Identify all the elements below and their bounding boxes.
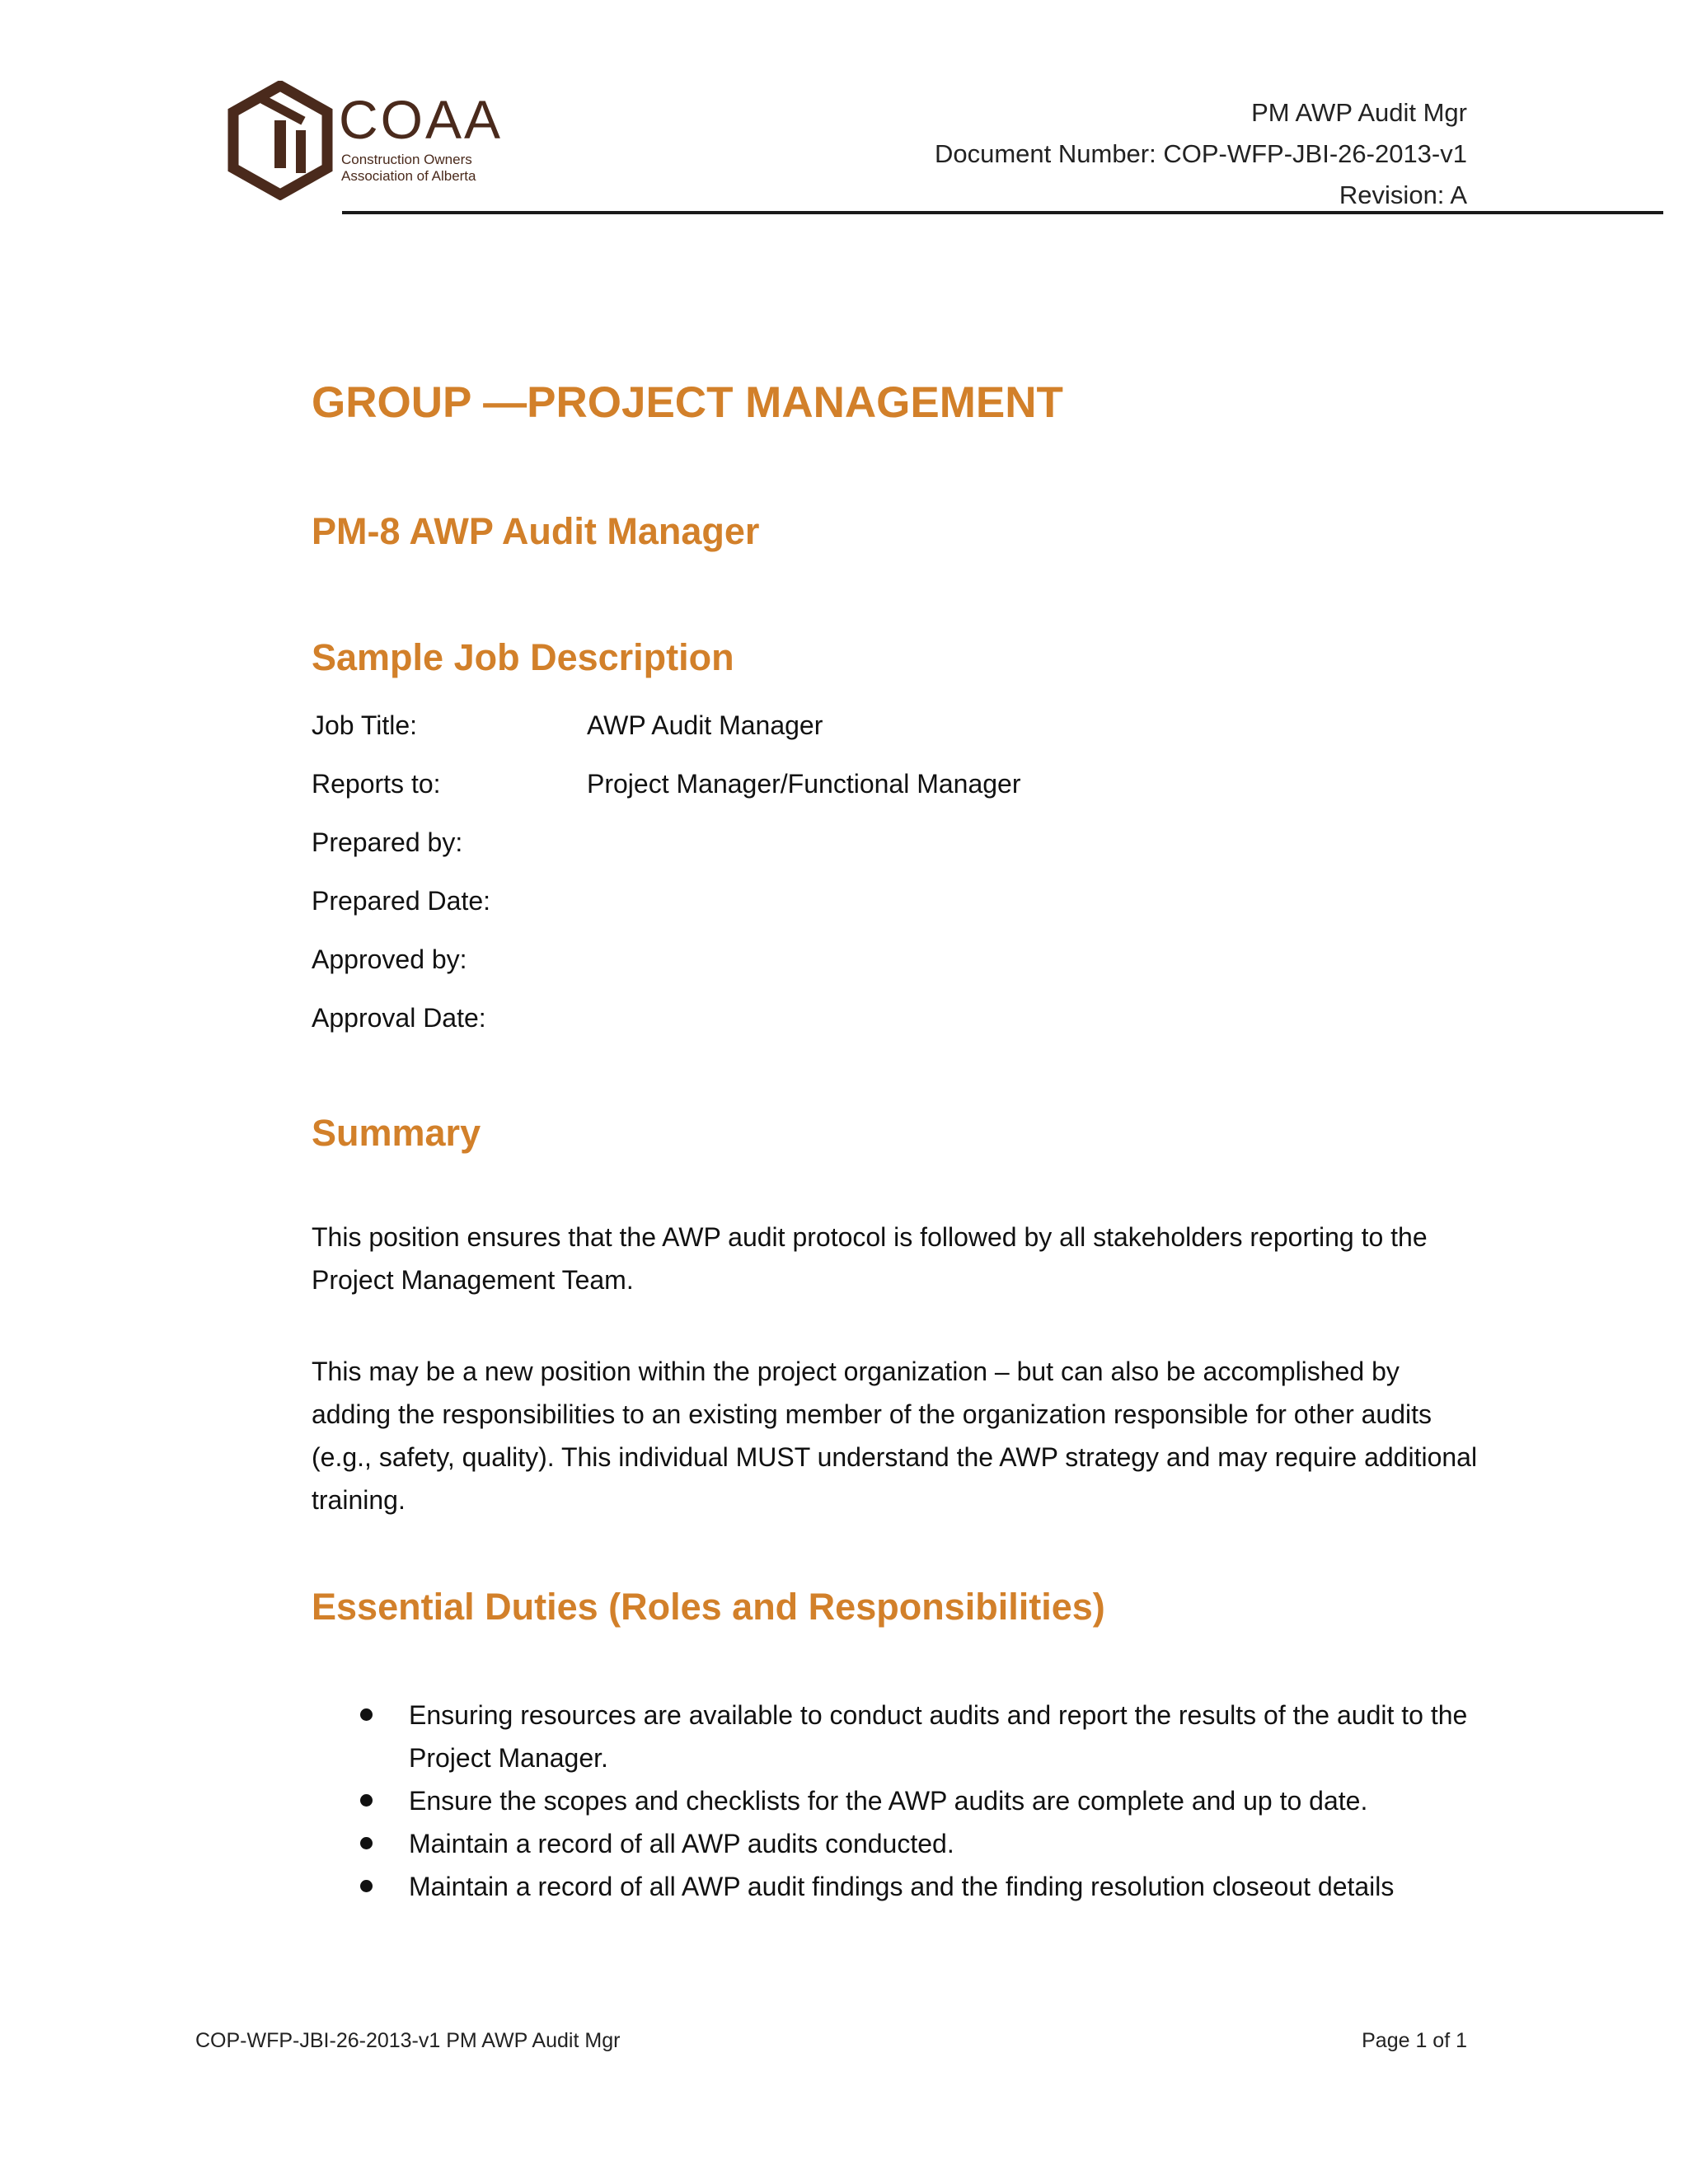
info-label: Job Title: <box>312 710 418 740</box>
logo-wordmark: COAA <box>339 89 504 150</box>
footer-page-number: Page 1 of 1 <box>1362 2029 1467 2052</box>
info-row-job-title <box>312 710 1021 769</box>
doc-short-title: PM AWP Audit Mgr <box>1251 98 1467 127</box>
info-label: Prepared by: <box>312 827 463 857</box>
logo-tagline-line2: Association of Alberta <box>341 168 476 184</box>
info-row-prepared-date <box>312 886 1021 944</box>
info-row-approval-date <box>312 1003 1021 1062</box>
document-header-info <box>935 92 1467 216</box>
logo-tagline <box>341 152 476 185</box>
info-label: Approved by: <box>312 944 467 974</box>
summary-paragraph: This may be a new position within the project organization – but can also be accomplished by adding the responsibilities to an existing member of the organization responsible for other audits (e.g., safety, quality). This individual MUST understand the AWP strategy and may require additional training. <box>312 1357 1478 1515</box>
list-item <box>312 1822 1482 1865</box>
info-label: Reports to: <box>312 769 441 799</box>
summary-heading: Summary <box>312 1112 481 1154</box>
info-row-prepared-by <box>312 827 1021 886</box>
coaa-hexagon-logo-icon <box>227 81 334 200</box>
info-label: Approval Date: <box>312 1003 486 1033</box>
summary-paragraph: This position ensures that the AWP audit protocol is followed by all stakeholders reporting to the Project Management Team. <box>312 1222 1428 1295</box>
info-row-reports-to <box>312 769 1021 827</box>
duty-text: Ensuring resources are available to conduct audits and report the results of the audit to the Project Manager. <box>409 1700 1468 1773</box>
header-divider <box>342 211 1663 214</box>
job-info-table <box>312 710 1021 1062</box>
duty-text: Maintain a record of all AWP audit findings and the finding resolution closeout details <box>409 1872 1395 1901</box>
list-item <box>312 1865 1482 1908</box>
duty-text: Ensure the scopes and checklists for the AWP audits are complete and up to date. <box>409 1786 1368 1816</box>
duty-text: Maintain a record of all AWP audits conducted. <box>409 1829 954 1858</box>
bullet-icon <box>360 1837 373 1849</box>
info-value: Project Manager/Functional Manager <box>587 769 1021 799</box>
document-number: Document Number: COP-WFP-JBI-26-2013-v1 <box>934 139 1467 168</box>
info-label: Prepared Date: <box>312 886 491 916</box>
bullet-icon <box>360 1880 373 1892</box>
bullet-icon <box>360 1708 373 1721</box>
essential-duties-heading: Essential Duties (Roles and Responsibilities) <box>312 1586 1105 1628</box>
revision: Revision: A <box>1339 180 1467 209</box>
logo-tagline-line1: Construction Owners <box>341 152 472 167</box>
duties-list <box>312 1694 1482 1908</box>
footer-doc-reference: COP-WFP-JBI-26-2013-v1 PM AWP Audit Mgr <box>195 2029 621 2052</box>
list-item <box>312 1694 1482 1779</box>
info-row-approved-by <box>312 944 1021 1003</box>
info-value: AWP Audit Manager <box>587 710 823 740</box>
list-item <box>312 1779 1482 1822</box>
bullet-icon <box>360 1794 373 1807</box>
role-heading: PM-8 AWP Audit Manager <box>312 510 760 552</box>
group-heading: GROUP —PROJECT MANAGEMENT <box>312 378 1063 427</box>
sample-job-description-heading: Sample Job Description <box>312 636 734 678</box>
coaa-logo <box>227 81 507 204</box>
